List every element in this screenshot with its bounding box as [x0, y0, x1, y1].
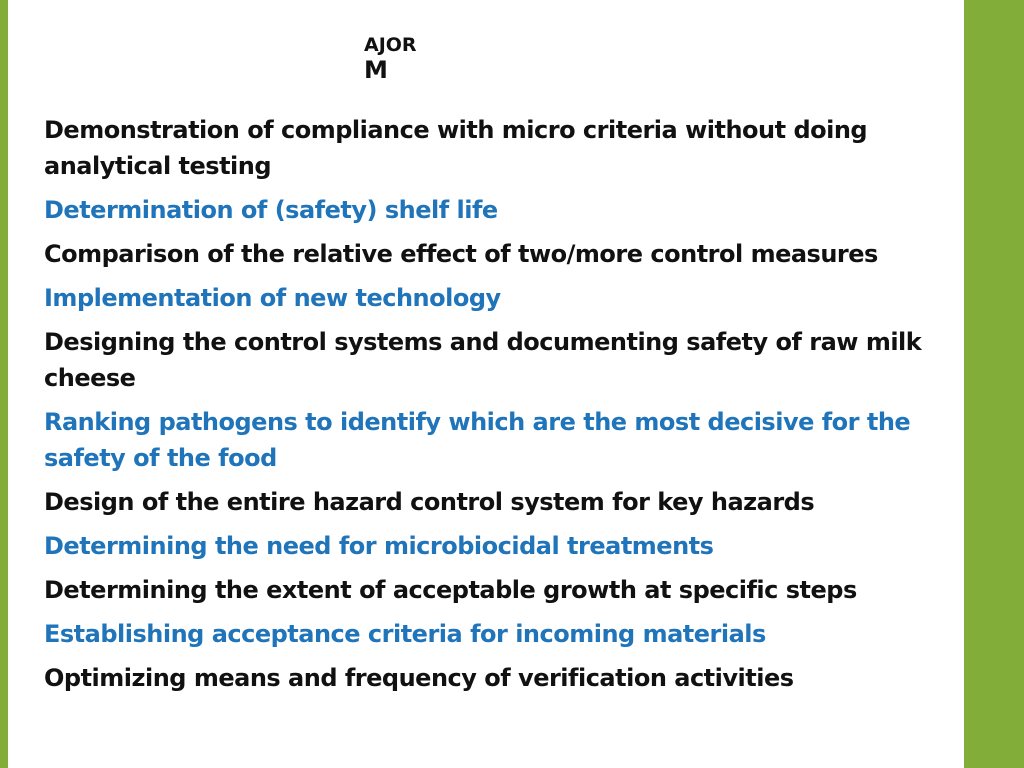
heading-line-1: AJOR	[364, 34, 417, 56]
list-item: Determination of (safety) shelf life	[44, 196, 498, 224]
list-item: Implementation of new technology	[44, 284, 501, 312]
list-item: Ranking pathogens to identify which are the most decisive for the safety of the food	[44, 408, 911, 472]
left-accent-bar	[0, 0, 8, 768]
bullet-list	[44, 112, 944, 704]
slide-heading	[364, 36, 417, 82]
list-item: Designing the control systems and documenting safety of raw milk cheese	[44, 328, 922, 392]
list-item: Determining the extent of acceptable growth at specific steps	[44, 576, 857, 604]
list-item: Demonstration of compliance with micro criteria without doing analytical testing	[44, 116, 868, 180]
list-item: Optimizing means and frequency of verification activities	[44, 664, 794, 692]
list-item: Determining the need for microbiocidal treatments	[44, 532, 714, 560]
right-accent-bar	[964, 0, 1024, 768]
list-item: Design of the entire hazard control system for key hazards	[44, 488, 815, 516]
heading-line-2: M	[364, 56, 388, 84]
list-item: Establishing acceptance criteria for incoming materials	[44, 620, 766, 648]
list-item: Comparison of the relative effect of two/more control measures	[44, 240, 878, 268]
